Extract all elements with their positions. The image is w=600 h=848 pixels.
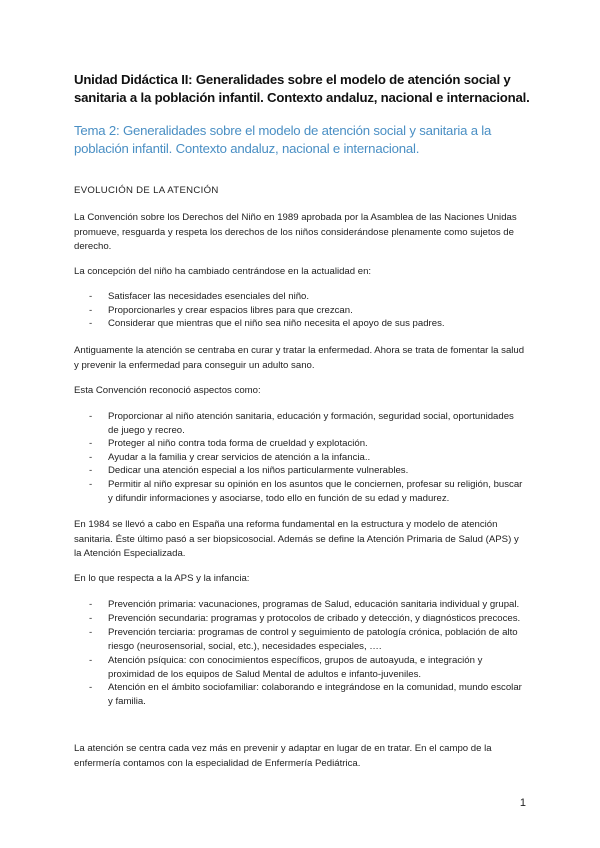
list-convention-aspects <box>74 410 526 505</box>
list-item: - Atención psíquica: con conocimientos específicos, grupos de autoayuda, e integración y proximidad de los equipos de Salud Mental de adultos e infanto-juveniles. <box>74 654 526 682</box>
page-number: 1 <box>519 797 526 809</box>
paragraph-care-shift: Antiguamente la atención se centraba en curar y tratar la enfermedad. Ahora se trata de fomentar la salud y prevenir la enfermedad para conseguir un adulto sano. <box>74 345 525 371</box>
list-item: - Ayudar a la familia y crear servicios de atención a la infancia.. <box>74 451 526 465</box>
section-heading: EVOLUCIÓN DE LA ATENCIÓN <box>74 185 219 196</box>
paragraph-convention-intro: La Convención sobre los Derechos del Niño en 1989 aprobada por la Asamblea de las Naciones Unidas promueve, resguarda y respeta los derechos de los niños considerándose plenamente como sujetos de derecho. <box>74 212 517 253</box>
list-aps-services <box>74 598 526 709</box>
list-item: - Prevención primaria: vacunaciones, programas de Salud, educación sanitaria individual y grupal. <box>74 598 526 612</box>
list-child-needs <box>74 290 526 331</box>
paragraph-aps-intro: En lo que respecta a la APS y la infancia: <box>74 573 250 584</box>
paragraph-prevention-focus: La atención se centra cada vez más en prevenir y adaptar en lugar de en tratar. En el campo de la enfermería contamos con la especialidad de Enfermería Pediátrica. <box>74 743 492 769</box>
paragraph-convention-aspects: Esta Convención reconoció aspectos como: <box>74 385 261 396</box>
unit-title: Unidad Didáctica II: Generalidades sobre el modelo de atención social y sanitaria a la población infantil. Contexto andaluz, nacional e internacional. <box>74 72 530 105</box>
list-item: - Considerar que mientras que el niño sea niño necesita el apoyo de sus padres. <box>74 317 526 331</box>
paragraph-reform-1984: En 1984 se llevó a cabo en España una reforma fundamental en la estructura y modelo de atención sanitaria. Éste último pasó a ser biopsicosocial. Además se define la Atención Primaria de Salud (APS) y la Atención Especializada. <box>74 519 519 560</box>
list-item: - Prevención terciaria: programas de control y seguimiento de patología crónica, población de alto riesgo (neurosensorial, social, etc.), necesidades especiales, …. <box>74 626 526 654</box>
list-item: - Atención en el ámbito sociofamiliar: colaborando e integrándose en la comunidad, mundo escolar y familia. <box>74 681 526 709</box>
list-item: - Satisfacer las necesidades esenciales del niño. <box>74 290 526 304</box>
list-item: - Dedicar una atención especial a los niños particularmente vulnerables. <box>74 464 526 478</box>
topic-title: Tema 2: Generalidades sobre el modelo de atención social y sanitaria a la población infantil. Contexto andaluz, nacional e internacional. <box>74 123 492 156</box>
list-item: - Proporcionarles y crear espacios libres para que crezcan. <box>74 304 526 318</box>
list-item: - Proporcionar al niño atención sanitaria, educación y formación, seguridad social, oportunidades de juego y recreo. <box>74 410 526 437</box>
list-item: - Prevención secundaria: programas y protocolos de cribado y detección, y diagnósticos precoces. <box>74 612 526 626</box>
paragraph-child-conception: La concepción del niño ha cambiado centrándose en la actualidad en: <box>74 266 372 277</box>
list-item: - Proteger al niño contra toda forma de crueldad y explotación. <box>74 437 526 451</box>
list-item: - Permitir al niño expresar su opinión en los asuntos que le conciernen, profesar su religión, buscar y difundir informaciones y asociarse, todo ello en función de su edad y madurez. <box>74 478 526 505</box>
